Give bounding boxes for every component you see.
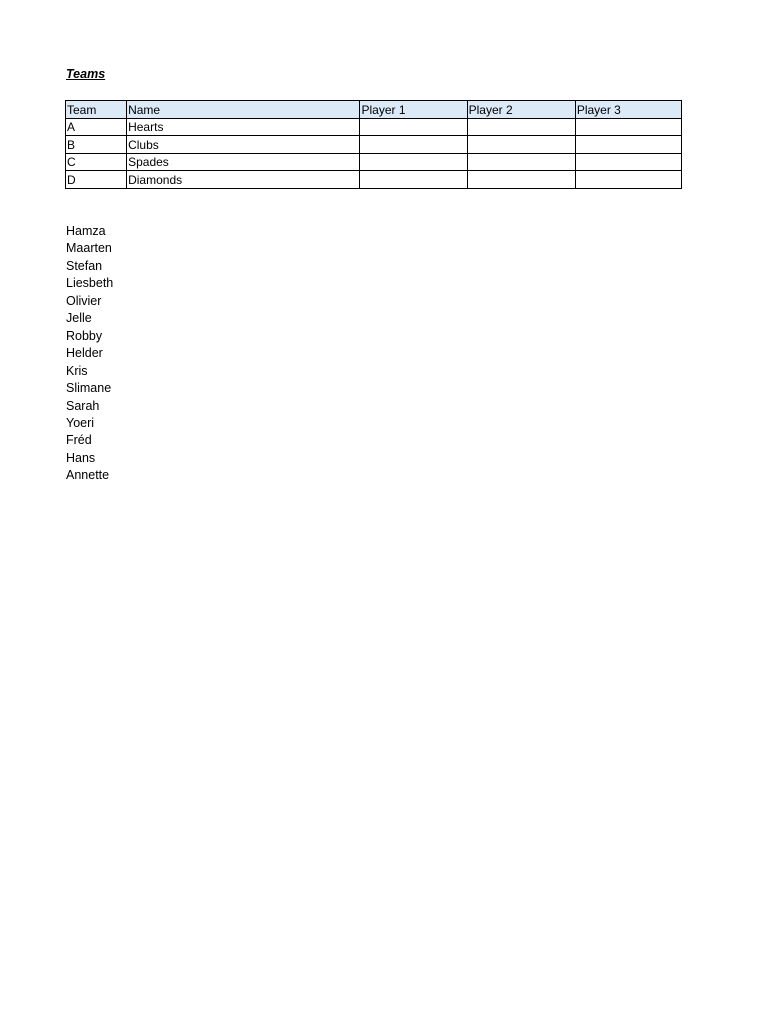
cell-player-1 (360, 118, 467, 136)
table-row (66, 153, 682, 171)
cell-player-3 (575, 118, 681, 136)
list-item: Fréd (66, 433, 92, 448)
cell-player-2 (467, 153, 575, 171)
list-item: Robby (66, 328, 103, 343)
cell-player-3 (575, 171, 681, 189)
header-name: Name (127, 101, 360, 119)
list-item: Sarah (66, 398, 100, 413)
list-item: Slimane (66, 381, 112, 396)
list-item: Helder (66, 346, 103, 361)
cell-name: Hearts (127, 118, 360, 136)
page-title: Teams (66, 67, 106, 81)
table-row (66, 118, 682, 136)
cell-team: B (66, 136, 127, 154)
list-item: Hans (66, 450, 96, 465)
list-item: Liesbeth (66, 276, 114, 291)
people-list (66, 223, 113, 485)
cell-name: Spades (127, 153, 360, 171)
list-item: Maarten (66, 241, 112, 256)
cell-team: A (66, 118, 127, 136)
list-item: Yoeri (66, 415, 95, 430)
header-team: Team (66, 101, 127, 119)
cell-name: Diamonds (127, 171, 360, 189)
list-item: Olivier (66, 293, 102, 308)
header-player-2: Player 2 (467, 101, 575, 119)
cell-player-1 (360, 153, 467, 171)
cell-player-2 (467, 136, 575, 154)
list-item: Jelle (66, 311, 92, 326)
table-row (66, 136, 682, 154)
cell-team: D (66, 171, 127, 189)
table-header-row (66, 101, 682, 119)
cell-player-2 (467, 118, 575, 136)
header-player-1: Player 1 (360, 101, 467, 119)
cell-player-1 (360, 136, 467, 154)
table-row (66, 171, 682, 189)
cell-name: Clubs (127, 136, 360, 154)
cell-player-3 (575, 136, 681, 154)
list-item: Stefan (66, 258, 103, 273)
cell-player-3 (575, 153, 681, 171)
cell-team: C (66, 153, 127, 171)
list-item: Hamza (66, 224, 106, 238)
header-player-3: Player 3 (575, 101, 681, 119)
cell-player-2 (467, 171, 575, 189)
cell-player-1 (360, 171, 467, 189)
list-item: Kris (66, 363, 88, 378)
list-item: Annette (66, 468, 110, 483)
teams-table (65, 100, 682, 189)
